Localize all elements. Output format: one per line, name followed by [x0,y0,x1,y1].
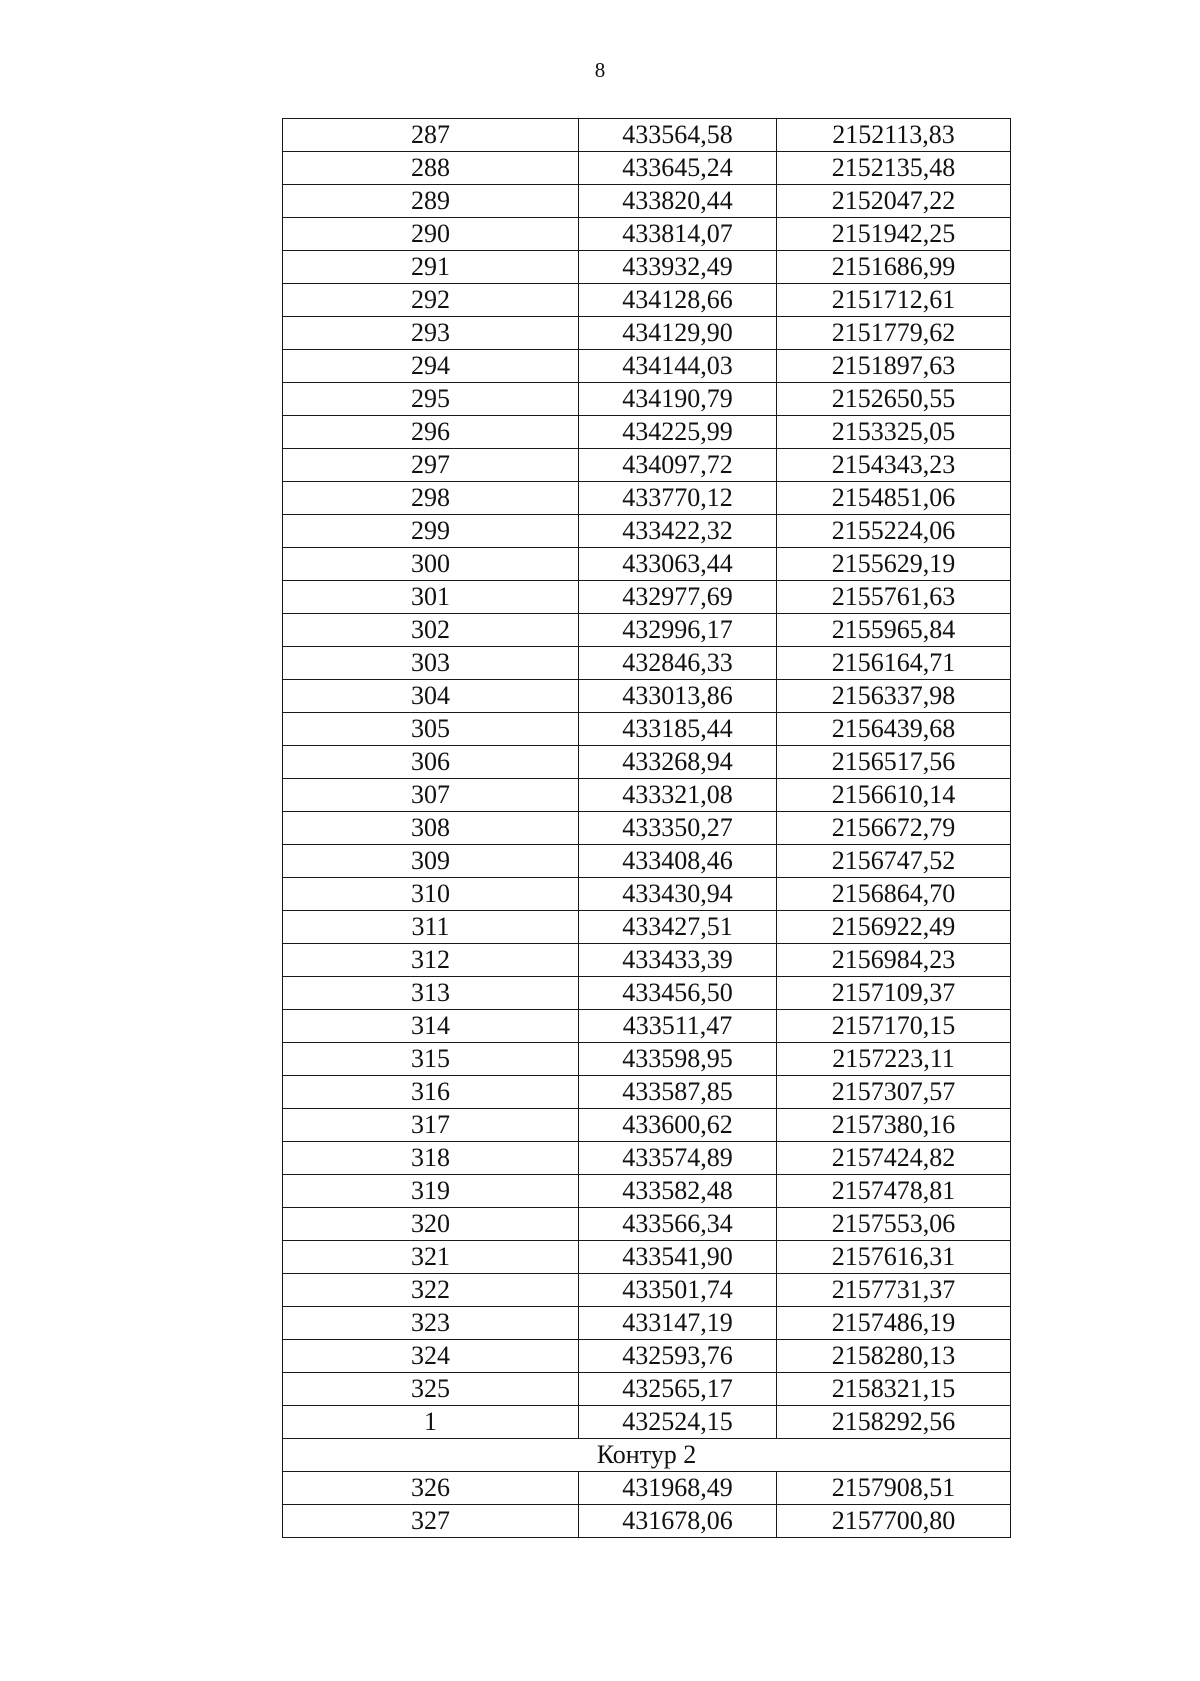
x-coordinate-cell: 433427,51 [579,911,777,944]
y-coordinate-cell: 2156922,49 [777,911,1011,944]
table-row [283,1010,1011,1043]
point-number-cell: 318 [283,1142,579,1175]
point-number-cell: 321 [283,1241,579,1274]
point-number-cell: 320 [283,1208,579,1241]
point-number-cell: 311 [283,911,579,944]
point-number-cell: 287 [283,119,579,152]
point-number-cell: 302 [283,614,579,647]
y-coordinate-cell: 2157908,51 [777,1472,1011,1505]
table-row [283,350,1011,383]
contour-label: Контур 2 [283,1439,1011,1472]
point-number-cell: 296 [283,416,579,449]
table-row [283,845,1011,878]
x-coordinate-cell: 433501,74 [579,1274,777,1307]
point-number-cell: 313 [283,977,579,1010]
x-coordinate-cell: 433645,24 [579,152,777,185]
table-row [283,944,1011,977]
y-coordinate-cell: 2157170,15 [777,1010,1011,1043]
x-coordinate-cell: 434190,79 [579,383,777,416]
table-row [283,1076,1011,1109]
table-row [283,1373,1011,1406]
table-row [283,581,1011,614]
point-number-cell: 319 [283,1175,579,1208]
y-coordinate-cell: 2158280,13 [777,1340,1011,1373]
table-row [283,1505,1011,1538]
x-coordinate-cell: 433456,50 [579,977,777,1010]
y-coordinate-cell: 2154851,06 [777,482,1011,515]
x-coordinate-cell: 434225,99 [579,416,777,449]
x-coordinate-cell: 433063,44 [579,548,777,581]
point-number-cell: 305 [283,713,579,746]
point-number-cell: 312 [283,944,579,977]
table-row [283,812,1011,845]
y-coordinate-cell: 2156864,70 [777,878,1011,911]
x-coordinate-cell: 434097,72 [579,449,777,482]
y-coordinate-cell: 2151686,99 [777,251,1011,284]
point-number-cell: 306 [283,746,579,779]
point-number-cell: 324 [283,1340,579,1373]
table-row [283,548,1011,581]
point-number-cell: 1 [283,1406,579,1439]
y-coordinate-cell: 2158292,56 [777,1406,1011,1439]
table-row [283,911,1011,944]
x-coordinate-cell: 433600,62 [579,1109,777,1142]
x-coordinate-cell: 434128,66 [579,284,777,317]
y-coordinate-cell: 2156517,56 [777,746,1011,779]
point-number-cell: 300 [283,548,579,581]
table-row [283,779,1011,812]
x-coordinate-cell: 432565,17 [579,1373,777,1406]
x-coordinate-cell: 433574,89 [579,1142,777,1175]
x-coordinate-cell: 433422,32 [579,515,777,548]
y-coordinate-cell: 2157486,19 [777,1307,1011,1340]
x-coordinate-cell: 432593,76 [579,1340,777,1373]
x-coordinate-cell: 433820,44 [579,185,777,218]
table-row [283,614,1011,647]
table-row [283,878,1011,911]
point-number-cell: 294 [283,350,579,383]
y-coordinate-cell: 2151942,25 [777,218,1011,251]
point-number-cell: 317 [283,1109,579,1142]
point-number-cell: 304 [283,680,579,713]
table-row [283,284,1011,317]
y-coordinate-cell: 2157731,37 [777,1274,1011,1307]
point-number-cell: 298 [283,482,579,515]
y-coordinate-cell: 2151897,63 [777,350,1011,383]
y-coordinate-cell: 2153325,05 [777,416,1011,449]
table-row [283,1340,1011,1373]
point-number-cell: 314 [283,1010,579,1043]
x-coordinate-cell: 431678,06 [579,1505,777,1538]
table-row [283,1175,1011,1208]
x-coordinate-cell: 433268,94 [579,746,777,779]
table-row [283,1109,1011,1142]
point-number-cell: 291 [283,251,579,284]
y-coordinate-cell: 2156337,98 [777,680,1011,713]
y-coordinate-cell: 2158321,15 [777,1373,1011,1406]
y-coordinate-cell: 2157553,06 [777,1208,1011,1241]
x-coordinate-cell: 433147,19 [579,1307,777,1340]
table-row [283,680,1011,713]
table-row [283,515,1011,548]
x-coordinate-cell: 433814,07 [579,218,777,251]
point-number-cell: 307 [283,779,579,812]
point-number-cell: 288 [283,152,579,185]
point-number-cell: 308 [283,812,579,845]
y-coordinate-cell: 2156672,79 [777,812,1011,845]
point-number-cell: 295 [283,383,579,416]
coordinates-table-body [283,119,1011,1538]
y-coordinate-cell: 2156610,14 [777,779,1011,812]
point-number-cell: 289 [283,185,579,218]
point-number-cell: 316 [283,1076,579,1109]
x-coordinate-cell: 432846,33 [579,647,777,680]
table-row [283,1142,1011,1175]
x-coordinate-cell: 433433,39 [579,944,777,977]
table-row [283,482,1011,515]
x-coordinate-cell: 433598,95 [579,1043,777,1076]
x-coordinate-cell: 432524,15 [579,1406,777,1439]
table-row [283,713,1011,746]
coordinates-table [282,118,1011,1538]
y-coordinate-cell: 2152113,83 [777,119,1011,152]
y-coordinate-cell: 2157380,16 [777,1109,1011,1142]
x-coordinate-cell: 431968,49 [579,1472,777,1505]
table-row [283,416,1011,449]
table-row [283,317,1011,350]
y-coordinate-cell: 2151712,61 [777,284,1011,317]
table-row [283,1472,1011,1505]
table-row [283,251,1011,284]
y-coordinate-cell: 2152047,22 [777,185,1011,218]
table-row [283,383,1011,416]
y-coordinate-cell: 2156984,23 [777,944,1011,977]
table-row [283,977,1011,1010]
table-row [283,1406,1011,1439]
x-coordinate-cell: 433770,12 [579,482,777,515]
y-coordinate-cell: 2156747,52 [777,845,1011,878]
point-number-cell: 325 [283,1373,579,1406]
point-number-cell: 299 [283,515,579,548]
point-number-cell: 323 [283,1307,579,1340]
x-coordinate-cell: 432977,69 [579,581,777,614]
y-coordinate-cell: 2151779,62 [777,317,1011,350]
point-number-cell: 315 [283,1043,579,1076]
point-number-cell: 310 [283,878,579,911]
point-number-cell: 327 [283,1505,579,1538]
table-row [283,1307,1011,1340]
x-coordinate-cell: 434144,03 [579,350,777,383]
table-row [283,449,1011,482]
y-coordinate-cell: 2157424,82 [777,1142,1011,1175]
y-coordinate-cell: 2156164,71 [777,647,1011,680]
x-coordinate-cell: 433185,44 [579,713,777,746]
x-coordinate-cell: 433932,49 [579,251,777,284]
y-coordinate-cell: 2157307,57 [777,1076,1011,1109]
point-number-cell: 322 [283,1274,579,1307]
y-coordinate-cell: 2155761,63 [777,581,1011,614]
y-coordinate-cell: 2157700,80 [777,1505,1011,1538]
point-number-cell: 297 [283,449,579,482]
y-coordinate-cell: 2155629,19 [777,548,1011,581]
y-coordinate-cell: 2156439,68 [777,713,1011,746]
x-coordinate-cell: 433408,46 [579,845,777,878]
x-coordinate-cell: 433321,08 [579,779,777,812]
page-number: 8 [594,58,606,82]
point-number-cell: 309 [283,845,579,878]
x-coordinate-cell: 433582,48 [579,1175,777,1208]
y-coordinate-cell: 2157109,37 [777,977,1011,1010]
table-row [283,1208,1011,1241]
table-row [283,1274,1011,1307]
table-row [283,647,1011,680]
table-row [283,119,1011,152]
table-row [283,1241,1011,1274]
point-number-cell: 326 [283,1472,579,1505]
y-coordinate-cell: 2154343,23 [777,449,1011,482]
y-coordinate-cell: 2155965,84 [777,614,1011,647]
x-coordinate-cell: 434129,90 [579,317,777,350]
y-coordinate-cell: 2157478,81 [777,1175,1011,1208]
point-number-cell: 292 [283,284,579,317]
point-number-cell: 303 [283,647,579,680]
x-coordinate-cell: 433350,27 [579,812,777,845]
table-row [283,152,1011,185]
x-coordinate-cell: 433587,85 [579,1076,777,1109]
x-coordinate-cell: 433430,94 [579,878,777,911]
x-coordinate-cell: 432996,17 [579,614,777,647]
y-coordinate-cell: 2157223,11 [777,1043,1011,1076]
x-coordinate-cell: 433013,86 [579,680,777,713]
x-coordinate-cell: 433566,34 [579,1208,777,1241]
table-row [283,185,1011,218]
y-coordinate-cell: 2155224,06 [777,515,1011,548]
y-coordinate-cell: 2152650,55 [777,383,1011,416]
contour-header-row [283,1439,1011,1472]
point-number-cell: 290 [283,218,579,251]
x-coordinate-cell: 433564,58 [579,119,777,152]
table-row [283,1043,1011,1076]
x-coordinate-cell: 433541,90 [579,1241,777,1274]
y-coordinate-cell: 2152135,48 [777,152,1011,185]
table-row [283,218,1011,251]
table-row [283,746,1011,779]
x-coordinate-cell: 433511,47 [579,1010,777,1043]
point-number-cell: 293 [283,317,579,350]
y-coordinate-cell: 2157616,31 [777,1241,1011,1274]
point-number-cell: 301 [283,581,579,614]
